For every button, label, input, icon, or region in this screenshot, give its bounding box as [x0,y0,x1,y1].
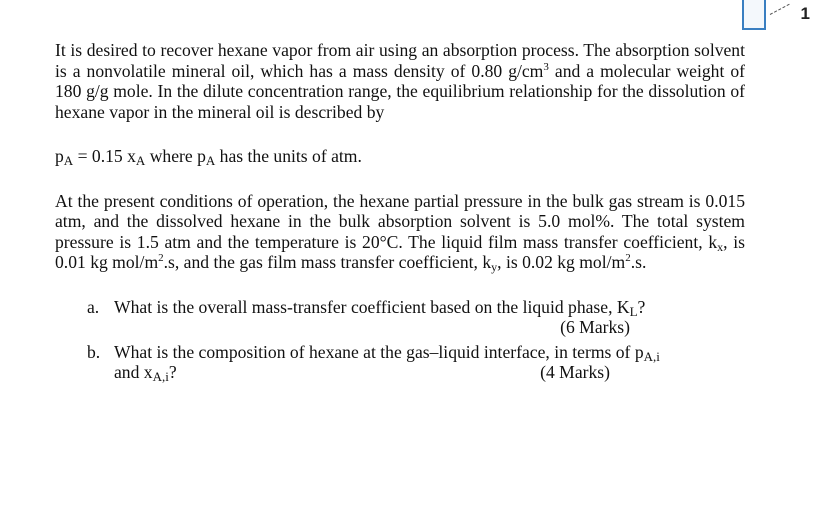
problem-statement-text-end: and a molecular weight of 180 g/g mole. In the dilute concentration range, the equilibrium relationship for the dissolution of hexane vapor in the mineral oil is described by [55,60,745,122]
question-b-line2-text [114,362,177,383]
question-b [55,342,745,383]
eq-equals: = 0.15 x [73,146,136,166]
kx-subscript: x [717,239,724,254]
question-a-end: ? [637,296,646,317]
page-corner-box [742,0,766,30]
document-body [55,40,745,387]
question-b-line2 [114,362,745,383]
operating-conditions [55,191,745,273]
conditions-part4: , is 0.02 kg mol/m [497,252,626,272]
eq-tail: has the units of atm. [215,146,362,166]
question-list [55,297,745,383]
question-b-line2-start: and x [114,362,153,382]
page-corner [742,0,814,34]
ky-subscript: y [491,260,498,274]
question-b-sub: A,i [643,348,660,364]
question-a-text: What is the overall mass-transfer coefficient based on the liquid phase, K [114,296,630,317]
problem-statement-text: It is desired to recover hexane vapor from air using an absorption process. The absorption solvent is a nonvolatile mineral oil, which has a mass density of 0.80 g/cm [55,40,745,81]
kx-unit-exponent: 2 [158,252,164,264]
question-b-marks: (4 Marks) [540,362,610,382]
problem-statement [55,40,745,122]
page-corner-dash [770,4,790,15]
eq-p-sub: A [63,153,74,168]
question-b-line2-end: ? [168,362,177,382]
conditions-part1: At the present conditions of operation, the hexane partial pressure in the bulk gas stream is 0.015 atm, and the dissolved hexane in the bulk absorption solvent is 5.0 mol%. The total system pressure is 1.5 atm and the temperature is 20°C. The liquid film mass transfer coefficient, k [55,190,745,252]
ky-unit-exponent: 2 [625,252,631,264]
eq-x-sub: A [135,153,146,168]
density-unit-exponent: 3 [543,60,549,73]
question-a [55,297,745,338]
question-a-sub: L [629,303,638,319]
question-b-letter: b. [87,341,101,362]
page-number: 1 [800,4,810,23]
eq-p: p [55,146,64,166]
eq-rest: where p [145,146,206,166]
conditions-part3: .s, and the gas film mass transfer coefficient, k [163,252,492,272]
question-a-marks: (6 Marks) [560,317,630,337]
conditions-part5: .s. [630,252,647,272]
equilibrium-equation [55,146,745,167]
question-a-letter: a. [87,296,100,317]
eq-rest-sub: A [205,153,216,168]
question-b-line2-sub: A,i [152,369,169,384]
question-b-text: What is the composition of hexane at the gas–liquid interface, in terms of p [114,341,644,362]
conditions-part2: , is 0.01 kg mol/m [55,231,745,272]
